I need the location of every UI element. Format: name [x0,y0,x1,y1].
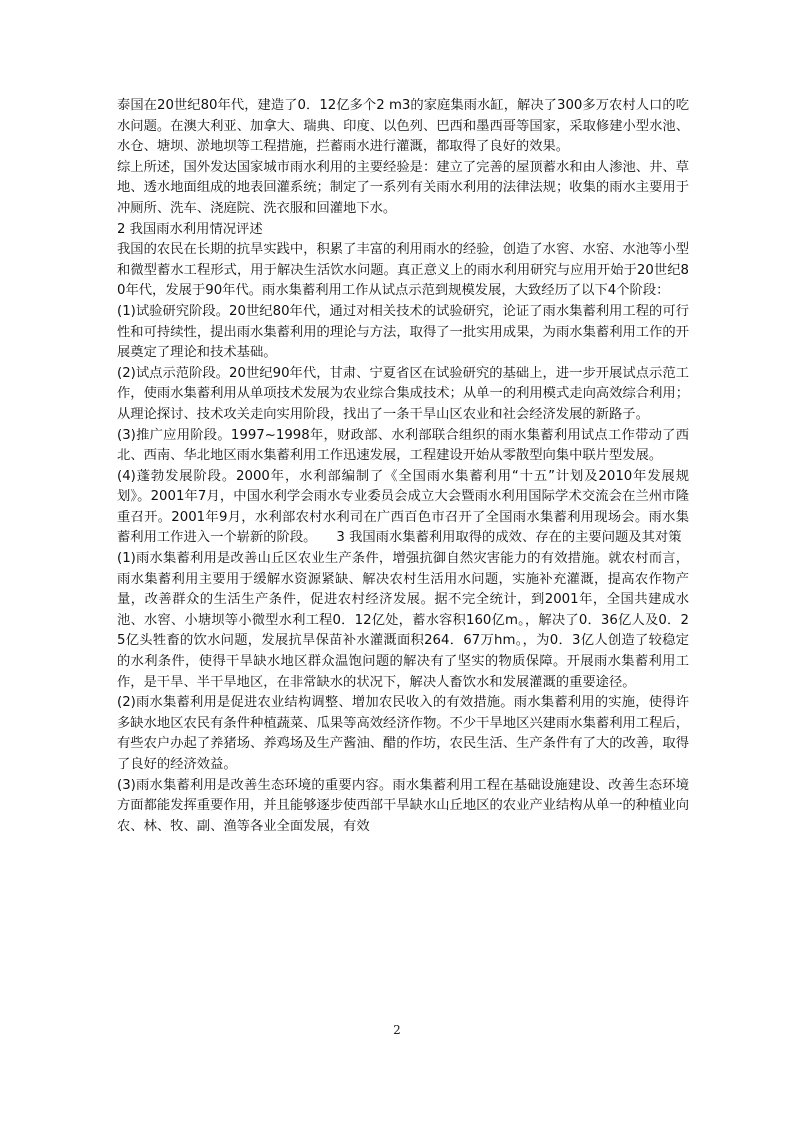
paragraph-point-2: (2)雨水集蓄利用是促进农业结构调整、增加农民收入的有效措施。雨水集蓄利用的实施，使得许多缺水地区农民有条件种植蔬菜、瓜果等高效经济作物。不少干旱地区兴建雨水集蓄利用工程后，有些农户办起了养猪场、养鸡场及生产酱油、醋的作坊，农民生活、生产条件有了大的改善，取得了良好的经济效益。 [117,695,689,772]
paragraph-point-3: (3)雨水集蓄利用是改善生态环境的重要内容。雨水集蓄利用工程在基础设施建设、改善生态环境方面都能发挥重要作用，并且能够逐步使西部干旱缺水山丘地区的农业产业结构从单一的种植业向农、林、牧、副、渔等各业全面发展，有效 [117,777,689,834]
paragraph-stage-3: (3)推广应用阶段。1997~1998年，财政部、水利部联合组织的雨水集蓄利用试点工作带动了西北、西南、华北地区雨水集蓄利用工作迅速发展，工程建设开始从零散型向集中联片型发展。 [117,427,689,464]
paragraph-summary-foreign-experience: 综上所述，国外发达国家城市雨水利用的主要经验是：建立了完善的屋顶蓄水和由人渗池、井、草地、透水地面组成的地表回灌系统；制定了一系列有关雨水利用的法律法规；收集的雨水主要用于冲厕所、洗车、浇庭院、洗衣服和回灌地下水。 [117,159,689,216]
document-body [117,96,689,837]
page-number: 2 [393,1023,401,1037]
paragraph-china-rainwater-history: 我国的农民在长期的抗旱实践中，积累了丰富的利用雨水的经验，创造了水窖、水窑、水池等小型和微型蓄水工程形式，用于解决生活饮水问题。真正意义上的雨水利用研究与应用开始于20世纪80年代，发展于90年代。雨水集蓄利用工作从试点示范到规模发展，大致经历了以下4个阶段： [117,242,689,299]
paragraph-point-1: (1)雨水集蓄利用是改善山丘区农业生产条件，增强抗御自然灾害能力的有效措施。就农村而言，雨水集蓄利用主要用于缓解水资源紧缺、解决农村生活用水问题，实施补充灌溉，提高农作物产量，改善群众的生活生产条件，促进农村经济发展。据不完全统计，到2001年，全国共建成水池、水窖、小塘坝等小微型水利工程0．12亿处，蓄水容积160亿m。，解决了0．36亿人及0．25亿头牲畜的饮水问题，发展抗旱保苗补水灌溉面积264．67万hm。，为0．3亿人创造了较稳定的水利条件，使得干旱缺水地区群众温饱问题的解决有了坚实的物质保障。开展雨水集蓄利用工作，是干旱、半干旱地区，在非常缺水的状况下，解决人畜饮水和发展灌溉的重要途径。 [117,551,689,690]
paragraph-thailand-rain-tanks: 泰国在20世纪80年代，建造了0．12亿多个2 m3的家庭集雨水缸，解决了300多万农村人口的吃水问题。在澳大利亚、加拿大、瑞典、印度、以色列、巴西和墨西哥等国家，采取修建小型水池、水仓、塘坝、淤地坝等工程措施，拦蓄雨水进行灌溉，都取得了良好的效果。 [117,98,689,155]
section-heading-2: 2 我国雨水利用情况评述 [117,221,263,237]
paragraph-stage-1: (1)试验研究阶段。20世纪80年代，通过对相关技术的试验研究，论证了雨水集蓄利用工程的可行性和可持续性，提出雨水集蓄利用的理论与方法，取得了一批实用成果，为雨水集蓄利用工作的开展奠定了理论和技术基础。 [117,303,689,361]
paragraph-stage-2: (2)试点示范阶段。20世纪90年代，甘肃、宁夏省区在试验研究的基础上，进一步开展试点示范工作，使雨水集蓄利用从单项技术发展为农业综合集成技术；从单一的利用模式走向高效综合利用；从理论探讨、技术攻关走向实用阶段，找出了一条干旱山区农业和社会经济发展的新路子。 [117,365,689,422]
paragraph-stage-4-and-section-3-heading: (4)蓬勃发展阶段。2000年，水利部编制了《全国雨水集蓄利用“十五”计划及2010年发展规划》。2001年7月，中国水利学会雨水专业委员会成立大会暨雨水利用国际学术交流会在兰州市隆重召开。2001年9月，水利部农村水利司在广西百色市召开了全国雨水集蓄利用现场会。雨水集蓄利用工作进入一个崭新的阶段。 3 我国雨水集蓄利用取得的成效、存在的主要问题及其对策 [117,468,689,546]
